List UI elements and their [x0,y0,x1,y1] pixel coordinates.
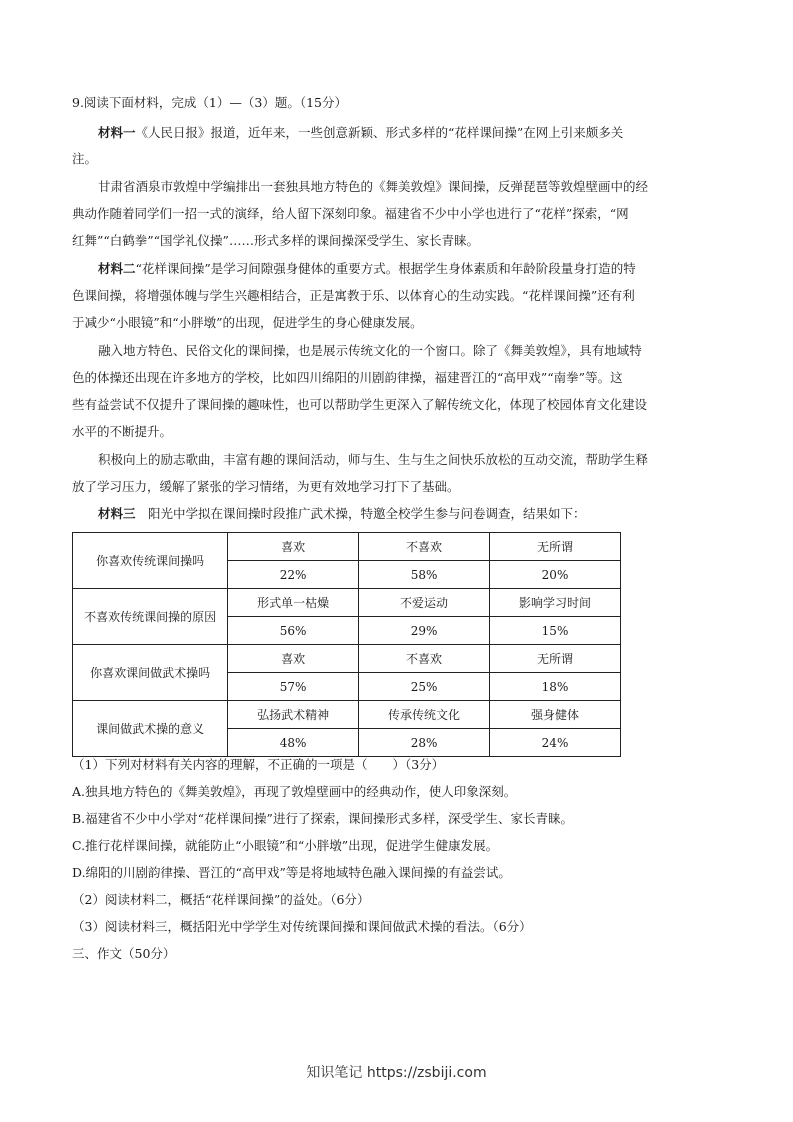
material-2-line-3: 于减少“小眼镜”和“小胖墩”的出现，促进学生的身心健康发展。 [72,315,423,330]
survey-option: 传承传统文化 [359,701,490,729]
material-3-line-1 [98,505,748,523]
q1-option-c: C.推行花样课间操，就能防止“小眼镜”和“小胖墩”出现，促进学生健康发展。 [72,838,499,853]
survey-percent: 29% [359,617,490,645]
material-1-label: 材料一 [98,125,136,140]
survey-percent: 57% [228,673,359,701]
survey-percent: 25% [359,673,490,701]
survey-question: 不喜欢传统课间操的原因 [73,589,228,645]
survey-option: 强身健体 [490,701,621,729]
survey-percent: 48% [228,729,359,757]
q3-stem: （3）阅读材料三，概括阳光中学学生对传统课间操和课间做武术操的看法。（6分） [72,919,532,934]
survey-percent: 20% [490,561,621,589]
material-2-line-4: 融入地方特色、民俗文化的课间操，也是展示传统文化的一个窗口。除了《舞美敦煌》，具有地域特 [98,343,642,358]
survey-option: 影响学习时间 [490,589,621,617]
survey-question: 你喜欢课间做武术操吗 [73,645,228,701]
q1-stem: （1）下列对材料有关内容的理解，不正确的一项是（ ）（3分） [72,757,445,772]
material-2-line-7: 水平的不断提升。 [72,424,173,439]
material-1-line-3: 甘肃省酒泉市敦煌中学编排出一套独具地方特色的《舞美敦煌》课间操，反弹琵琶等敦煌壁画中的经 [98,179,649,194]
q1-option-d: D.绵阳的川剧韵律操、晋江的“高甲戏”等是将地域特色融入课间操的有益尝试。 [72,865,511,880]
survey-option: 不喜欢 [359,645,490,673]
survey-option: 形式单一枯燥 [228,589,359,617]
material-3-label: 材料三 [98,506,136,521]
material-1-line-1 [98,124,748,142]
material-3-text-1: 阳光中学拟在课间操时段推广武术操，特邀全校学生参与问卷调查，结果如下： [148,506,586,521]
material-2-line-1 [98,260,748,278]
survey-percent: 15% [490,617,621,645]
question-header: 9.阅读下面材料，完成（1）—（3）题。（15分） [72,95,347,110]
survey-option: 喜欢 [228,533,359,561]
survey-option: 不喜欢 [359,533,490,561]
survey-percent: 24% [490,729,621,757]
survey-option: 无所谓 [490,533,621,561]
survey-question: 课间做武术操的意义 [73,701,228,757]
material-1-line-2: 注。 [72,151,98,166]
survey-option: 弘扬武术精神 [228,701,359,729]
q2-stem: （2）阅读材料二，概括“花样课间操”的益处。（6分） [72,892,370,907]
material-1-line-5: 红舞”“白鹤拳”“国学礼仪操”……形式多样的课间操深受学生、家长青睐。 [72,233,479,248]
table-row [73,533,621,561]
survey-percent: 58% [359,561,490,589]
survey-percent: 56% [228,617,359,645]
survey-option: 喜欢 [228,645,359,673]
material-2-line-5: 色的体操还出现在许多地方的学校，比如四川绵阳的川剧韵律操，福建晋江的“高甲戏”“南拳”等。这 [72,370,623,385]
table-row [73,645,621,673]
footer-watermark: 知识笔记 https://zsbiji.com [306,1065,487,1081]
material-2-label: 材料二 [98,261,136,276]
material-2-line-8: 积极向上的励志歌曲，丰富有趣的课间活动，师与生、生与生之间快乐放松的互动交流，帮助学生释 [98,452,649,467]
material-2-line-9: 放了学习压力，缓解了紧张的学习情绪，为更有效地学习打下了基础。 [72,479,460,494]
material-2-line-6: 些有益尝试不仅提升了课间操的趣味性，也可以帮助学生更深入了解传统文化，体现了校园体育文化建设 [72,397,648,412]
table-row [73,589,621,617]
q1-option-a: A.独具地方特色的《舞美敦煌》，再现了敦煌壁画中的经典动作，使人印象深刻。 [72,784,517,799]
survey-percent: 22% [228,561,359,589]
material-1-text-1: 《人民日报》报道，近年来，一些创意新颖、形式多样的“花样课间操”在网上引来颇多关 [135,125,624,140]
material-2-line-2: 色课间操，将增强体魄与学生兴趣相结合，正是寓教于乐、以体育心的生动实践。“花样课间操”还有利 [72,288,635,303]
q1-option-b: B.福建省不少中小学对“花样课间操”进行了探索，课间操形式多样，深受学生、家长青睐。 [72,811,573,826]
material-2-text-1: “花样课间操”是学习间隙强身健体的重要方式。根据学生身体素质和年龄阶段量身打造的特 [135,261,636,276]
section-3-heading: 三、作文（50分） [72,946,176,961]
survey-question: 你喜欢传统课间操吗 [73,533,228,589]
table-row [73,701,621,729]
survey-percent: 18% [490,673,621,701]
survey-table [72,532,621,757]
survey-option: 无所谓 [490,645,621,673]
material-1-line-4: 典动作随着同学们一招一式的演绎，给人留下深刻印象。福建省不少中小学也进行了“花样”探索，“网 [72,206,629,221]
survey-percent: 28% [359,729,490,757]
survey-option: 不爱运动 [359,589,490,617]
